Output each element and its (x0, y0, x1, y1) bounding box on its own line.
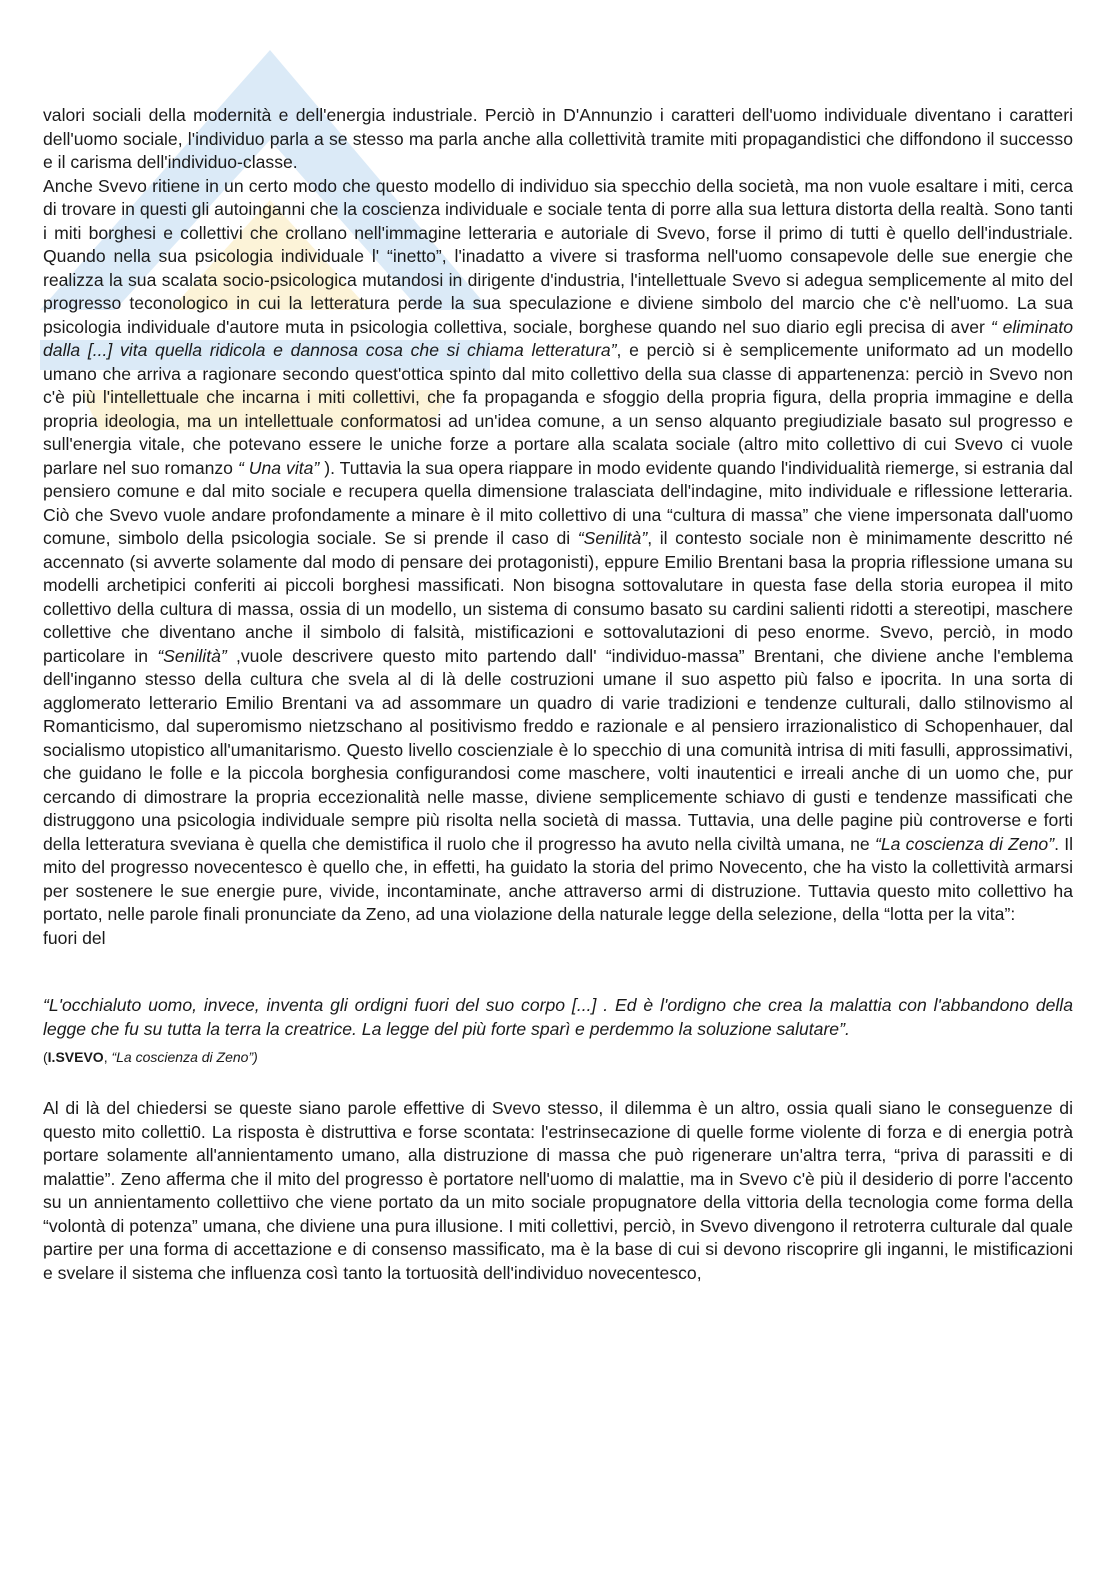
document-body (43, 104, 1073, 1285)
paragraph-conclusion: Al di là del chiedersi se queste siano parole effettive di Svevo stesso, il dilemma è un altro, ossia quali siano le conseguenze di questo mito colletti0. La risposta è distruttiva e forse scontata: l'estrinsecazione di quelle forme violente di forza e di energia potrà portare solamente all'annientamento umano, alla distruzione di massa che può rigenerare un'altra terra, “priva di parassiti e di malattie”. Zeno afferma che il mito del progresso è portatore nell'uomo di malattie, ma in Svevo c'è più il desiderio di porre l'accento su un annientamento collettiivo che viene portato da un mito sociale propugnatore della vittoria della tecnologia come forma della “volontà di potenza” umana, che diviene una pura illusione. I miti collettivi, perciò, in Svevo divengono il retroterra culturale dal quale partire per una forma di accettazione e di consenso massificato, ma è la base di cui si devono riscoprire gli inganni, le mistificazioni e svelare il sistema che influenza così tanto la tortuosità dell'individuo novecentesco, (43, 1098, 1073, 1283)
paragraph-svevo: Anche Svevo ritiene in un certo modo che questo modello di individuo sia specchio della società, ma non vuole esaltare i miti, cerca di trovare in questi gli autoinganni che la coscienza individuale e sociale tenta di porre alla sua lettura distorta della realtà. Sono tanti i miti borghesi e collettivi che crollano nell'immagine letteraria e autoriale di Svevo, forse il primo di tutti è quello dell'industriale. Quando nella sua psicologia individuale l' “inetto”, l'inadatto a vivere si trasforma nell'uomo consapevole delle sue energie che realizza la sua scalata socio-psicologica mutandosi in dirigente d'industria, l'intellettuale Svevo si adegua semplicemente al mito del progresso teconologico in cui la letteratura perde la sua speculazione e diviene simbolo del marcio che c'è nell'uomo. La sua psicologia individuale d'autore muta in psicologia collettiva, sociale, borghese quando nel suo diario egli precisa di aver “ eliminato dalla [...] vita quella ridicola e dannosa cosa che si chiama letteratura”, e perciò si è semplicemente uniformato ad un modello umano che arriva a ragionare secondo quest'ottica spinto dal mito collettivo della sua classe di appartenenza: perciò in Svevo non c'è più l'intellettuale che incarna i miti collettivi, che fa propaganda e sfoggio della propria figura, della propria immagine e della propria ideologia, ma un intellettuale conformatosi ad un'idea comune, a un senso alquanto pregiudiziale basato sul progresso e sull'energia vitale, che potevano essere le uniche forze a portare alla scalata sociale (altro mito collettivo di cui Svevo ci vuole parlare nel suo romanzo “ Una vita” ). Tuttavia la sua opera riappare in modo evidente quando l'individualità riemerge, si estrania dal pensiero comune e dal mito sociale e recupera quella dimensione tralasciata dell'indagine, mito individuale e riflessione letteraria. Ciò che Svevo vuole andare profondamente a minare è il mito collettivo di una “cultura di massa” che viene impersonata dall'uomo comune, simbolo della psicologia sociale. Se si prende il caso di “Senilità”, il contesto sociale non è minimamente descritto né accennato (si avverte solamente dal modo di pensare dei protagonisti), eppure Emilio Brentani basa la propria riflessione umana su modelli archetipici conferiti ai piccoli borghesi massificati. Non bisogna sottovalutare in questa fase della storia europea il mito collettivo della cultura di massa, ossia di un modello, un sistema di consumo basato su cardini salienti ridotti a stereotipi, maschere collettive che diventano anche il simbolo di falsità, mistificazioni e sottovalutazioni di peso enorme. Svevo, perciò, in modo particolare in “Senilità” ,vuole descrivere questo mito partendo dall' “individuo-massa” Brentani, che diviene anche l'emblema dell'inganno stesso della cultura che svela al di là delle costruzioni umane il suo aspetto più falso e ipocrita. In una sorta di agglomerato letterario Emilio Brentani va ad assommare un quadro di varie tradizioni e tendenze culturali, dallo stilnovismo al Romanticismo, dal superomismo nietzschano al positivismo freddo e razionale e al pensiero irrazionalistico di Schopenhauer, dal socialismo utopistico all'umanitarismo. Questo livello coscienziale è lo specchio di una comunità intrisa di miti fasulli, approssimativi, che guidano le folle e la piccola borghesia configurandosi come maschere, volti inautentici e irreali anche di un uomo che, pur cercando di dimostrare la propria eccezionalità nelle masse, diviene semplicemente schiavo di gusti e tendenze massificati che distruggono una psicologia individuale sempre più risolta nella società di massa. Tuttavia, una delle pagine più controverse e forti della letteratura sveviana è quella che demistifica il ruolo che il progresso ha avuto nella civiltà umana, ne “La coscienza di Zeno”. Il mito del progresso novecentesco è quello che, in effetti, ha guidato la storia del primo Novecento, che ha visto la collettività armarsi per sostenere le sue energie pure, vivide, incontaminate, anche attraverso armi di distruzione. Tuttavia questo mito collettivo ha portato, nelle parole finali pronunciate da Zeno, ad una violazione della naturale legge della selezione, della “lotta per la vita”: (43, 175, 1074, 924)
title-senilita: “Senilità” (577, 528, 648, 548)
block-quote: “L'occhialuto uomo, invece, inventa gli ordigni fuori del suo corpo [...] . Ed è l'ordigno che crea la malattia con l'abbandono della legge che fu su tutta la terra la creatrice. La legge del più forte sparì e perdemmo la soluzione salutare”. (43, 995, 1073, 1039)
quote-eliminato: “ eliminato dalla [...] vita quella ridicola e dannosa cosa che si chiama letteratura” (43, 316, 1073, 360)
quote-citation: (I.SVEVO, “La coscienza di Zeno”) (43, 1049, 258, 1065)
citation-author: I.SVEVO (47, 1049, 104, 1065)
title-coscienza-zeno: “La coscienza di Zeno” (874, 833, 1055, 854)
title-senilita-2: “Senilità” (157, 645, 227, 666)
paragraph-dannunzio: valori sociali della modernità e dell'energia industriale. Perciò in D'Annunzio i caratteri dell'uomo individuale diventano i caratteri dell'uomo sociale, l'individuo parla a se stesso ma parla anche alla collettività tramite miti propagandistici che diffondono il successo e il carisma dell'individuo-classe. (43, 105, 1073, 172)
paragraph-fragment: fuori del (43, 927, 106, 948)
title-una-vita: “ Una vita” (237, 457, 320, 478)
citation-work: “La coscienza di Zeno”) (111, 1049, 258, 1065)
